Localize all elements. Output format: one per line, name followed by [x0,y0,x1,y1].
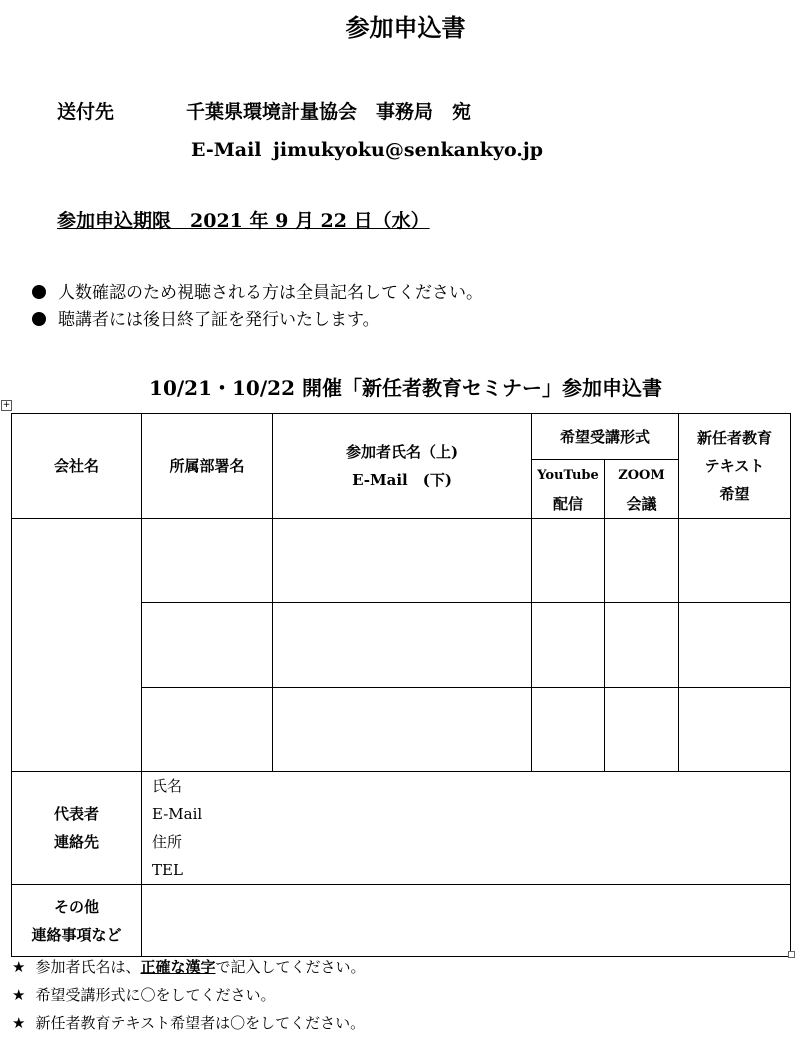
header-zoom: ZOOM 会議 [605,460,679,519]
note-item: ★ 参加者氏名は、正確な漢字で記入してください。 [12,958,366,976]
bullet-dot-icon [32,312,46,326]
representative-info-cell[interactable] [142,772,791,885]
text-request-cell[interactable] [679,688,791,772]
department-cell[interactable] [142,603,273,688]
bullet-item: 人数確認のため視聴される方は全員記名してください。 [32,278,483,303]
destination-name: 千葉県環境計量協会 事務局 宛 [186,101,472,123]
bullet-dot-icon [32,285,46,299]
form-title: 10/21・10/22 開催「新任者教育セミナー」参加申込書 [149,376,662,400]
company-cell[interactable] [12,519,142,772]
header-company: 会社名 [12,414,142,519]
youtube-cell[interactable] [532,603,605,688]
header-participant: 参加者氏名（上) E-Mail (下) [273,414,532,519]
table-move-handle-icon[interactable]: + [2,400,11,410]
rep-name-label: 氏名 [152,777,183,795]
note-item: ★ 希望受講形式に〇をしてください。 [12,986,276,1004]
other-label: その他 連絡事項など [12,885,142,957]
page-title: 参加申込書 [345,13,466,42]
youtube-cell[interactable] [532,519,605,603]
note-item: ★ 新任者教育テキスト希望者は〇をしてください。 [12,1014,366,1032]
zoom-cell[interactable] [605,519,679,603]
representative-row [12,772,791,885]
zoom-cell[interactable] [605,688,679,772]
bullet-item: 聴講者には後日終了証を発行いたします。 [32,305,380,330]
header-department: 所属部署名 [142,414,273,519]
other-row [12,885,791,957]
header-format: 希望受講形式 [532,414,679,460]
header-text-request: 新任者教育 テキスト 希望 [679,414,791,519]
destination-label: 送付先 [57,101,115,123]
zoom-cell[interactable] [605,603,679,688]
header-youtube: YouTube 配信 [532,460,605,519]
youtube-cell[interactable] [532,688,605,772]
representative-label: 代表者 連絡先 [12,772,142,885]
table-row [12,519,791,603]
star-icon: ★ [12,986,26,1004]
star-icon: ★ [12,1014,26,1032]
application-table [11,413,791,957]
participant-cell[interactable] [273,603,532,688]
other-notes-cell[interactable] [142,885,791,957]
destination-email: jimukyoku@senkankyo.jp [273,139,544,161]
text-request-cell[interactable] [679,603,791,688]
participant-cell[interactable] [273,519,532,603]
department-cell[interactable] [142,519,273,603]
rep-tel-label: TEL [152,861,183,879]
destination-email-label: E-Mail [191,139,262,161]
rep-address-label: 住所 [152,833,183,851]
application-deadline: 参加申込期限 2021 年 9 月 22 日（水） [57,210,430,232]
text-request-cell[interactable] [679,519,791,603]
star-icon: ★ [12,958,26,976]
department-cell[interactable] [142,688,273,772]
participant-cell[interactable] [273,688,532,772]
table-resize-handle[interactable] [788,951,795,958]
rep-email-label: E-Mail [152,805,203,823]
